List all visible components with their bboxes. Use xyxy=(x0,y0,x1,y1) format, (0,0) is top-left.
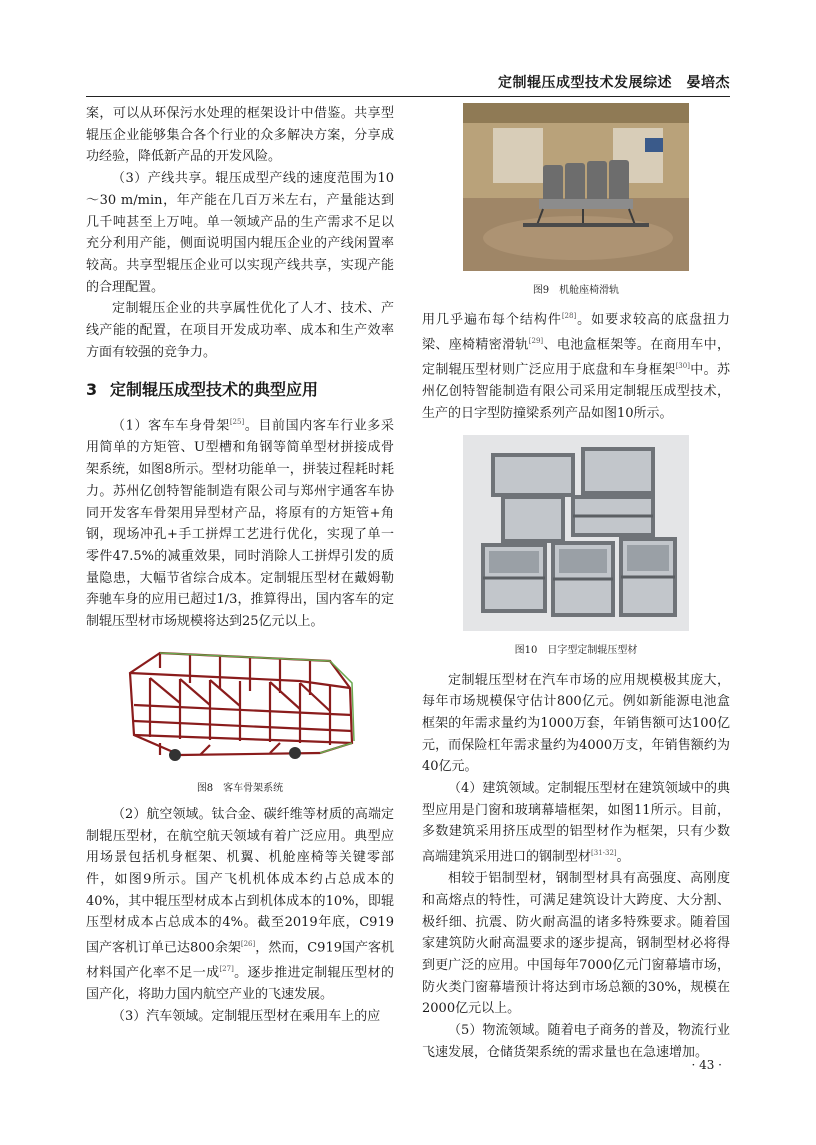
text-run: （4）建筑领域。定制辊压型材在建筑领域中的典型应用是门窗和玻璃幕墙框架，如图11所示。目前，多数建筑采用挤压成型的铝型材作为框架，只有少数高端建筑采用进口的钢制型材 xyxy=(422,781,730,865)
citation: [27] xyxy=(219,965,234,974)
paragraph xyxy=(86,804,394,1006)
paragraph: 定制辊压企业的共享属性优化了人才、技术、产线产能的配置，在项目开发成功率、成本和生产效率方面有较强的竞争力。 xyxy=(86,301,394,360)
text-run: （2）航空领域。钛合金、碳纤维等材质的高端定制辊压型材，在航空航天领域有着广泛应用。典型应用场景包括机身框架、机翼、机舱座椅等关键零部件，如图9所示。国产飞机机体成本约占总成本的40%，其中辊压型材成本占到机体成本的10%，即辊压型材成本占总成本的4%。截至2019年底，C919国产客机订单已达800余架 xyxy=(86,806,394,956)
text-run: 。目前国内客车行业多采用简单的方矩管、U型槽和角钢等简单型材拼接成骨架系统，如图8所示。型材功能单一，拼装过程耗时耗力。苏州亿创特智能制造有限公司与郑州宇通客车协同开发客车骨架用异型材产品，将原有的方矩管+角钢，现场冲孔+手工拼焊工艺进行优化，实现了单一零件47.5%的减重效果，同时消除人工拼焊引发的质量隐患，大幅节省综合成本。定制辊压型材在戴姆勒奔驰车身的应用已超过1/3，推算得出，国内客车的定制辊压型材市场规模将达到25亿元以上。 xyxy=(86,418,394,630)
text-run: ，然而，C919国产客机材料国产化率不足一成 xyxy=(86,940,394,981)
cabin-seat-rail-image xyxy=(463,103,689,271)
section-number: 3 xyxy=(86,380,98,400)
paragraph: 定制辊压型材在汽车市场的应用规模极其庞大，每年市场规模保守估计800亿元。例如新能源电池盒框架的年需求量约为1000万套，年销售额可达100亿元，而保险杠年需求量约为4000万支，年销售额约为40亿元。 xyxy=(422,672,730,775)
running-header xyxy=(86,70,730,97)
text-run: 中。苏州亿创特智能制造有限公司采用定制辊压成型技术，生产的日字型防撞梁系列产品如图10所示。 xyxy=(422,362,730,421)
citation: [26] xyxy=(240,940,256,949)
paragraph xyxy=(422,306,730,425)
paragraph: （3）产线共享。辊压成型产线的速度范围为10～30 m/min，年产能在几百万米左右，产量能达到几千吨甚至上万吨。单一领域产品的生产需求不足以充分利用产能，侧面说明国内辊压企业的产线闲置率较高。共享型辊压企业可以实现产线共享，实现产能的合理配置。 xyxy=(86,171,394,295)
figure-10 xyxy=(422,435,730,656)
left-column xyxy=(86,103,394,1027)
citation: [25] xyxy=(229,418,245,427)
citation: [29] xyxy=(528,337,544,346)
text-run: 。 xyxy=(616,849,630,865)
paragraph: （3）汽车领域。定制辊压型材在乘用车上的应 xyxy=(112,1008,381,1024)
paragraph xyxy=(422,778,730,868)
bumper-profile-image xyxy=(463,435,689,631)
figure-caption: 图9 机舱座椅滑轨 xyxy=(532,285,620,296)
section-heading xyxy=(86,377,394,400)
figure-8 xyxy=(86,643,394,794)
paragraph xyxy=(86,412,394,632)
section-title: 定制辊压成型技术的典型应用 xyxy=(110,380,319,400)
figure-caption: 图10 日字型定制辊压型材 xyxy=(514,644,638,656)
citation: [30] xyxy=(675,362,690,371)
text-run: 用几乎遍布每个结构件 xyxy=(422,312,562,328)
right-column xyxy=(422,103,730,1063)
paragraph: 案，可以从环保污水处理的框架设计中借鉴。共享型辊压企业能够集合各个行业的众多解决方案，分享成功经验，降低新产品的开发风险。 xyxy=(86,106,394,165)
paragraph: （5）物流领域。随着电子商务的普及，物流行业飞速发展，仓储货架系统的需求量也在急速增加。 xyxy=(422,1023,730,1060)
text-run: （1）客车车身骨架 xyxy=(112,418,230,434)
paragraph: 相较于铝制型材，钢制型材具有高强度、高刚度和高熔点的特性，可满足建筑设计大跨度、大分割、极纤细、抗震、防火耐高温的诸多特殊要求。随着国家建筑防火耐高温要求的逐步提高，钢制型材必将得到更广泛的应用。中国每年7000亿元门窗幕墙市场，防火类门窗幕墙预计将达到市场总额的30%，规模在2000亿元以上。 xyxy=(422,871,730,1017)
figure-caption: 图8 客车骨架系统 xyxy=(196,782,284,794)
running-header-title: 定制辊压成型技术发展综述 晏培杰 xyxy=(498,75,730,91)
text-run: 、电池盒框架等。在商用车中，定制辊压型材则广泛应用于底盘和车身框架 xyxy=(422,337,730,378)
citation: [28] xyxy=(561,312,577,320)
text-run: 。逐步推进定制辊压型材的国产化，将助力国内航空产业的飞速发展。 xyxy=(86,965,394,1003)
page-number: · 43 · xyxy=(691,1058,722,1072)
citation: [31-32] xyxy=(591,849,617,858)
bus-frame-image xyxy=(120,643,360,769)
figure-9 xyxy=(422,103,730,296)
text-run: 。如要求较高的底盘扭力梁、座椅精密滑轨 xyxy=(422,312,730,353)
